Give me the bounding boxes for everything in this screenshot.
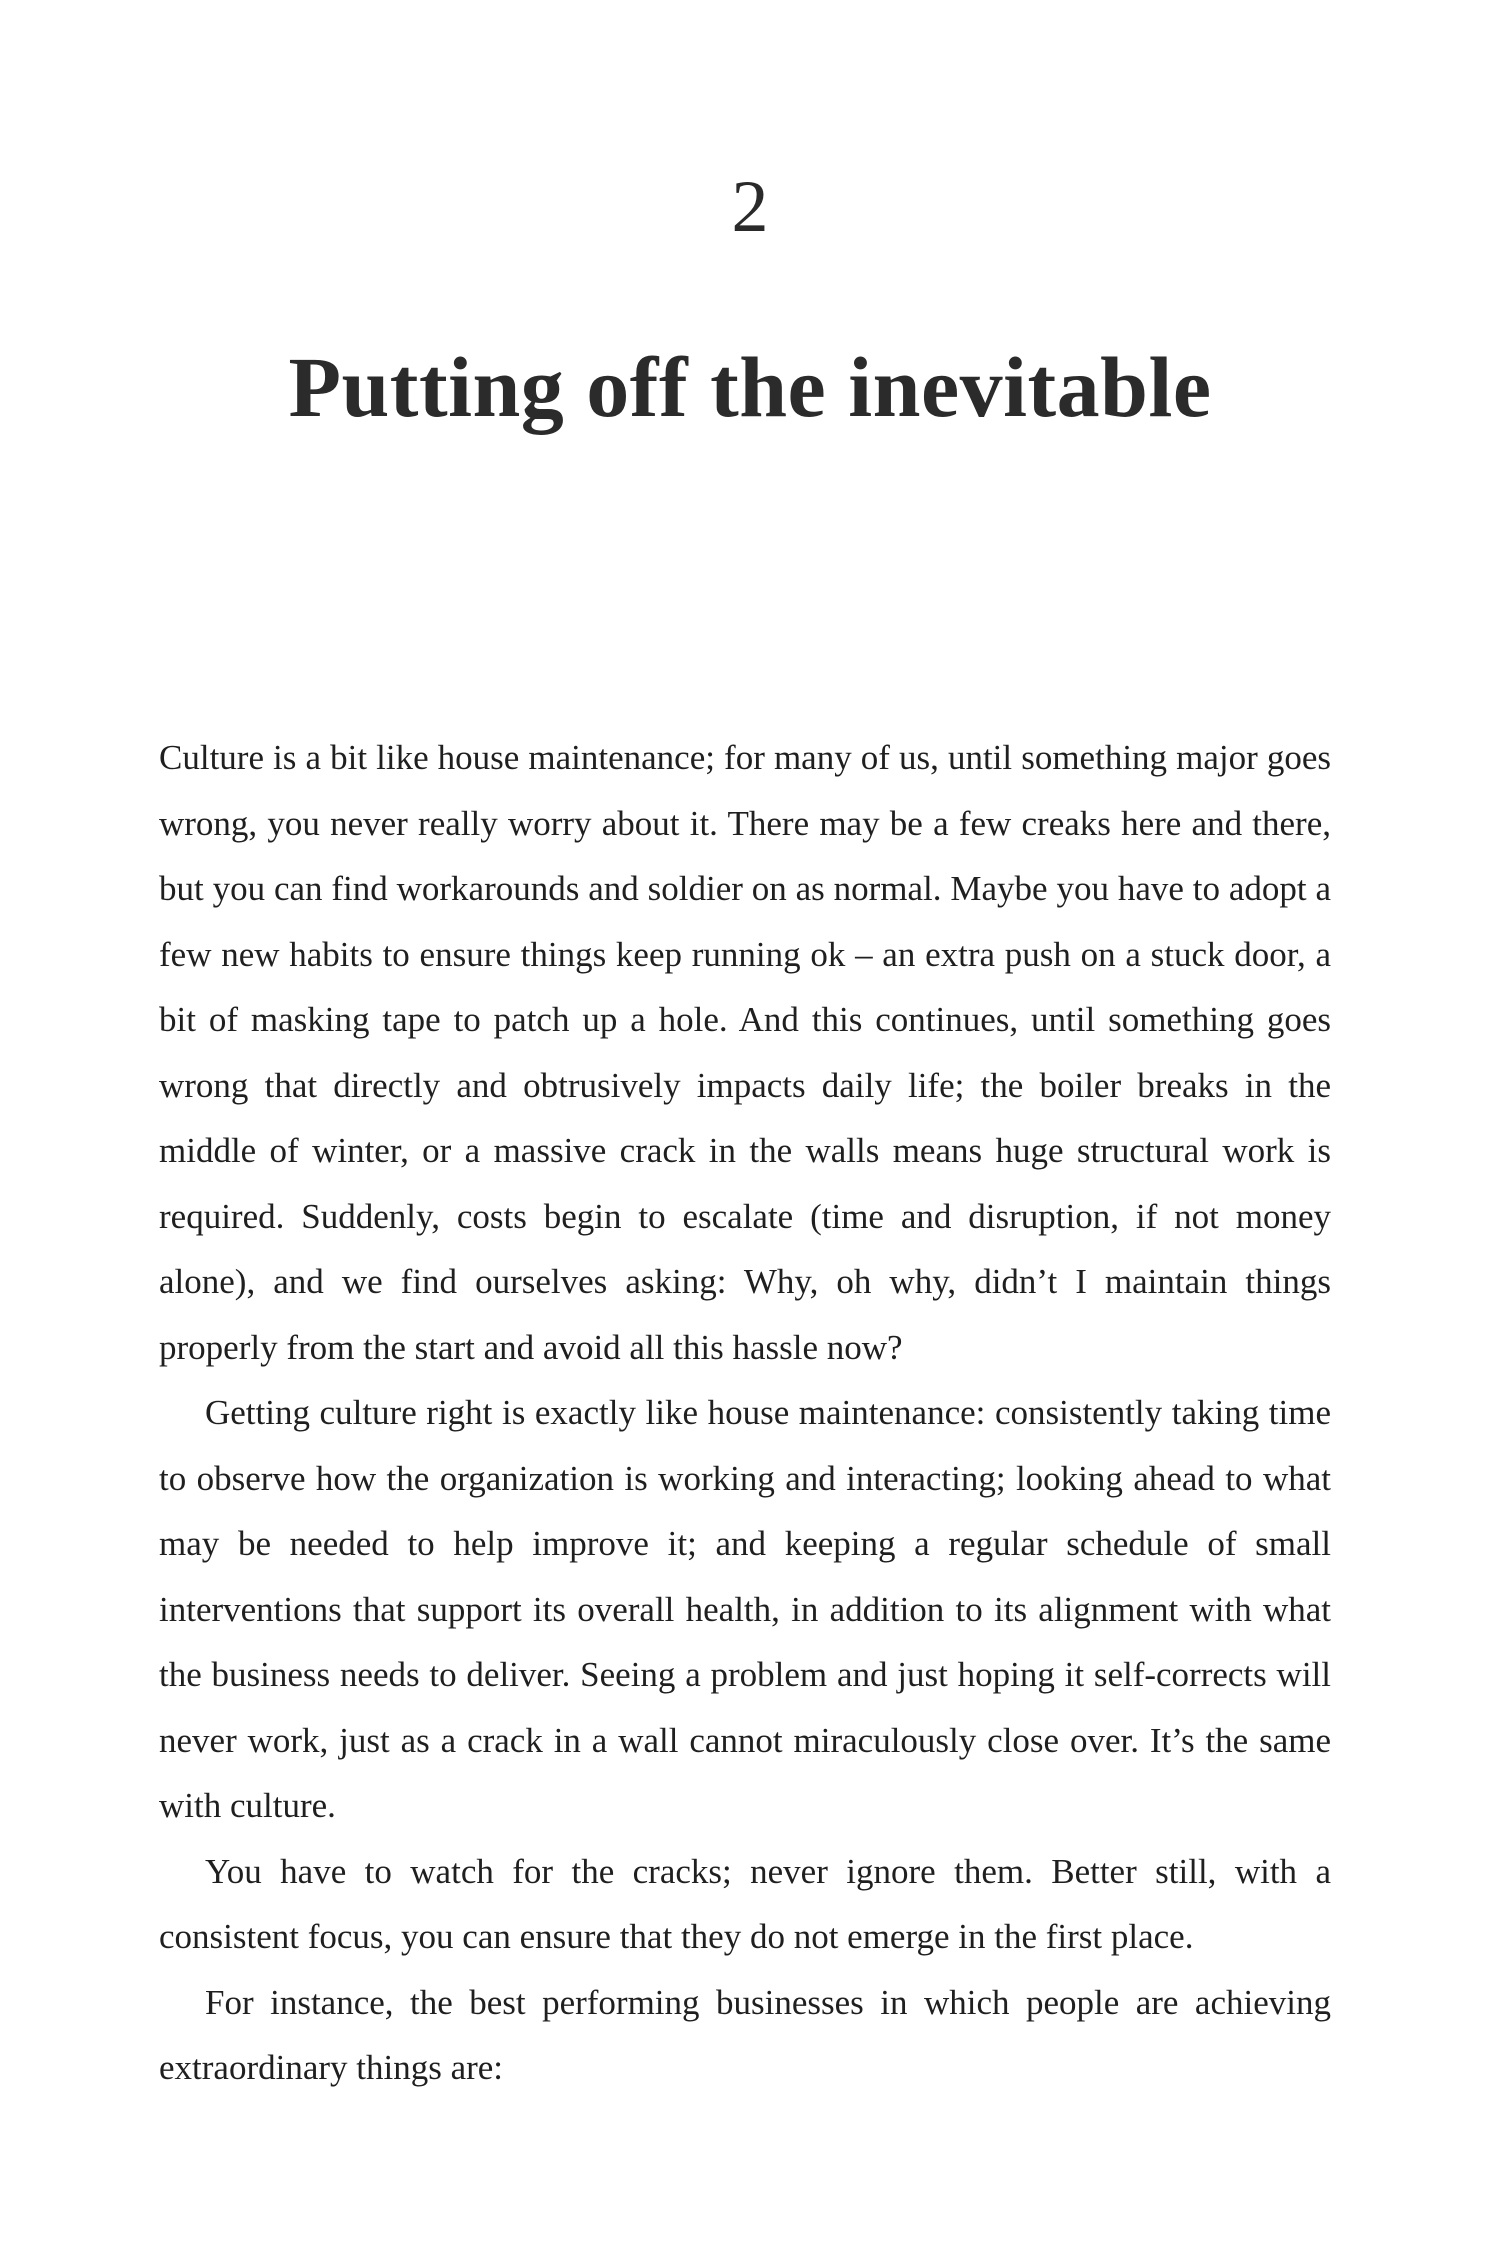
chapter-number: 2 (731, 166, 769, 248)
paragraph-4: For instance, the best performing businesses in which people are achieving extraordinary things are: (159, 1982, 1331, 2087)
chapter-title: Putting off the inevitable (288, 339, 1212, 435)
body-text (159, 725, 1331, 2101)
paragraph-1: Culture is a bit like house maintenance; for many of us, until something major goes wrong, you never really worry about it. There may be a few creaks here and there, but you can find workarounds and soldier on as normal. Maybe you have to adopt a few new habits to ensure things keep running ok – an extra push on a stuck door, a bit of masking tape to patch up a hole. And this continues, until something goes wrong that directly and obtrusively impacts daily life; the boiler breaks in the middle of winter, or a massive crack in the walls means huge structural work is required. Suddenly, costs begin to escalate (time and disruption, if not money alone), and we find ourselves asking: Why, oh why, didn’t I maintain things properly from the start and avoid all this hassle now? (159, 738, 1331, 1367)
paragraph-2: Getting culture right is exactly like house maintenance: consistently taking time to observe how the organization is working and interacting; looking ahead to what may be needed to help improve it; and keeping a regular schedule of small interventions that support its overall health, in addition to its alignment with what the business needs to deliver. Seeing a problem and just hoping it self-corrects will never work, just as a crack in a wall cannot miraculously close over. It’s the same with culture. (159, 1393, 1331, 1825)
paragraph-3: You have to watch for the cracks; never ignore them. Better still, with a consistent focus, you can ensure that they do not emerge in the first place. (159, 1851, 1331, 1956)
